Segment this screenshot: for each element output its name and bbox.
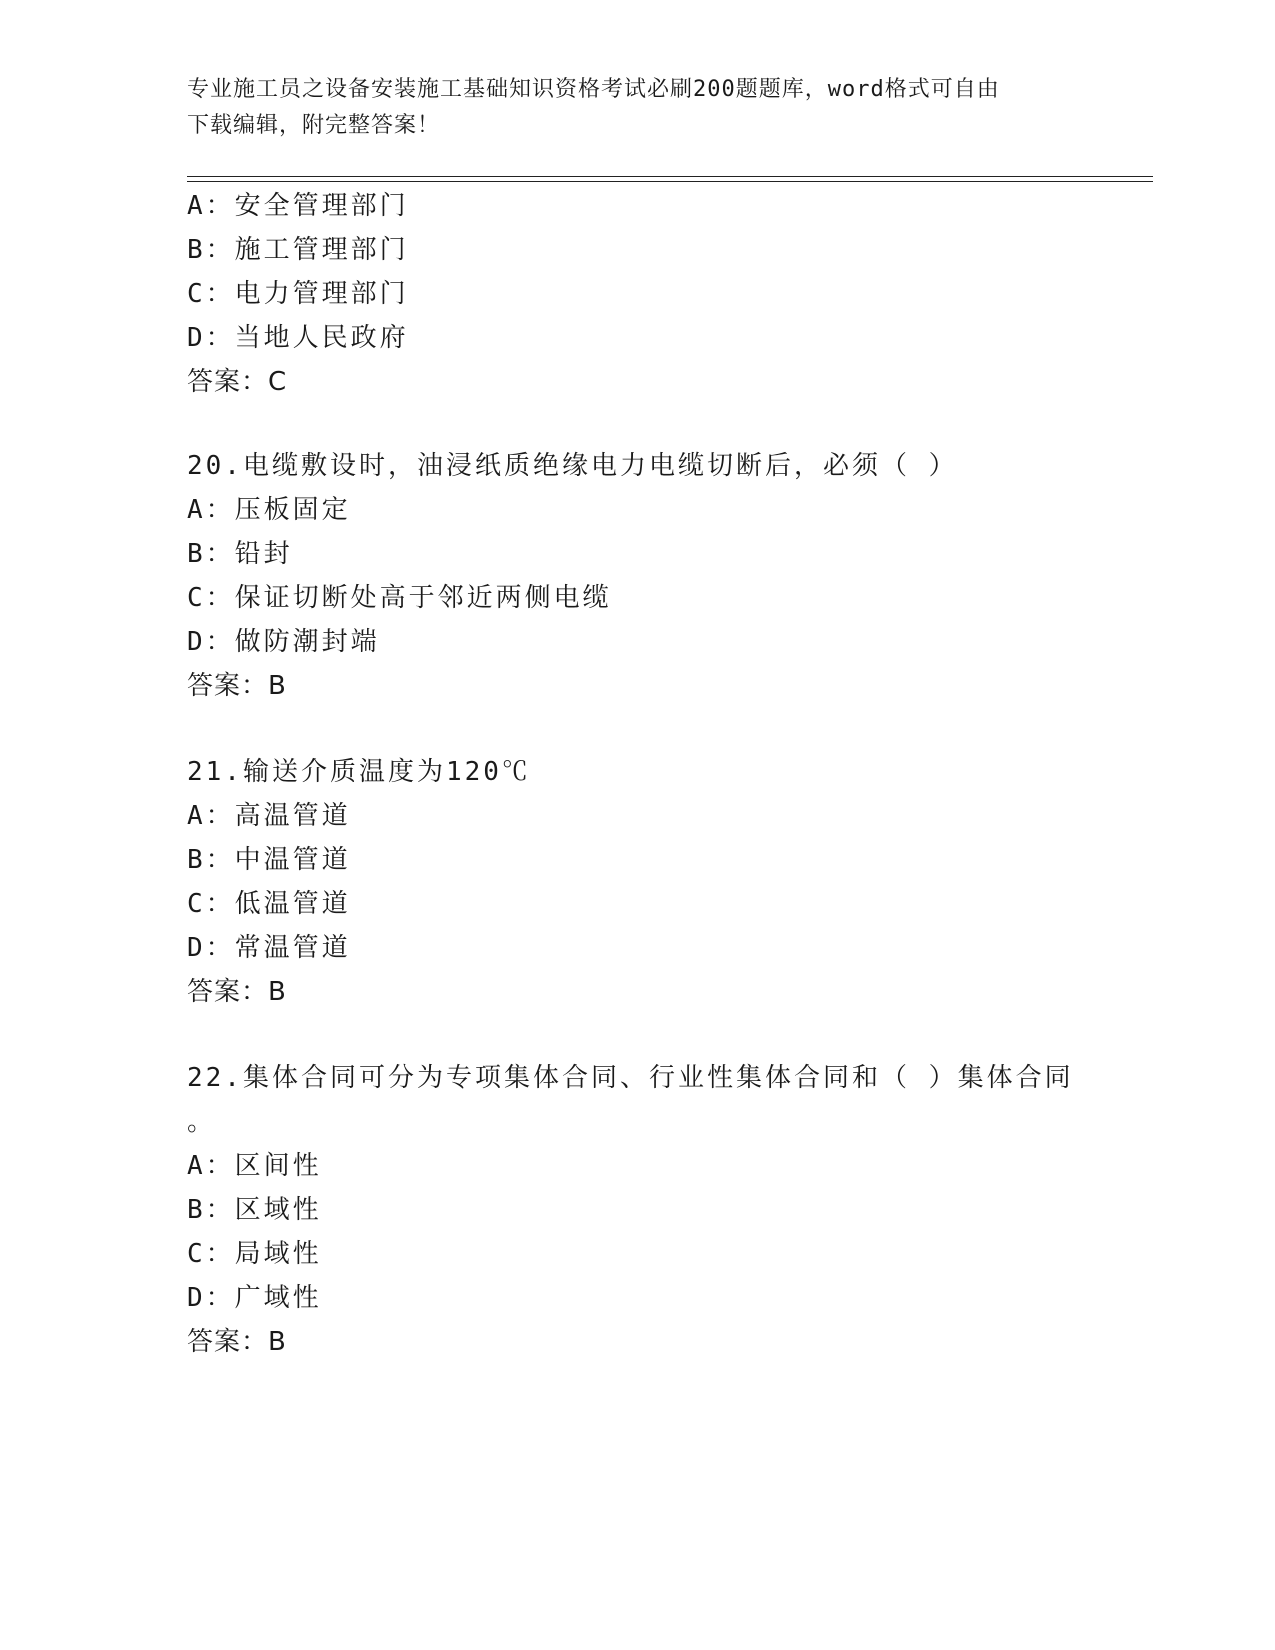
q19-option-d: D：当地人民政府 bbox=[187, 323, 409, 353]
q20-question: 20.电缆敷设时，油浸纸质绝缘电力电缆切断后，必须（ ） bbox=[187, 451, 958, 481]
q20-answer: 答案：B bbox=[187, 671, 287, 701]
q22-option-a: A：区间性 bbox=[187, 1151, 322, 1181]
q22-question-continuation: 。 bbox=[187, 1107, 217, 1137]
q21-option-d: D：常温管道 bbox=[187, 933, 351, 963]
q21-answer: 答案：B bbox=[187, 977, 287, 1007]
q19-answer: 答案：C bbox=[187, 367, 288, 397]
q21-question: 21.输送介质温度为120℃ bbox=[187, 757, 531, 787]
q19-option-a: A：安全管理部门 bbox=[187, 191, 409, 221]
q20-option-a: A：压板固定 bbox=[187, 495, 351, 525]
q19-option-c: C：电力管理部门 bbox=[187, 279, 409, 309]
q21-option-a: A：高温管道 bbox=[187, 801, 351, 831]
document-header bbox=[187, 72, 1067, 144]
q20-option-b: B：铅封 bbox=[187, 539, 293, 569]
header-line-1: 专业施工员之设备安装施工基础知识资格考试必刷200题题库，word格式可自由 bbox=[187, 77, 1000, 102]
q21-option-b: B：中温管道 bbox=[187, 845, 351, 875]
q21-option-c: C：低温管道 bbox=[187, 889, 351, 919]
q22-answer: 答案：B bbox=[187, 1327, 287, 1357]
q22-option-b: B：区域性 bbox=[187, 1195, 322, 1225]
q20-option-d: D：做防潮封端 bbox=[187, 627, 380, 657]
q20-option-c: C：保证切断处高于邻近两侧电缆 bbox=[187, 583, 612, 613]
header-line-2: 下载编辑，附完整答案！ bbox=[187, 113, 441, 138]
q22-option-c: C：局域性 bbox=[187, 1239, 322, 1269]
header-divider-bottom bbox=[187, 181, 1153, 182]
q22-question: 22.集体合同可分为专项集体合同、行业性集体合同和（ ）集体合同 bbox=[187, 1063, 1074, 1093]
q22-option-d: D：广域性 bbox=[187, 1283, 322, 1313]
q19-option-b: B：施工管理部门 bbox=[187, 235, 409, 265]
header-divider-top bbox=[187, 176, 1153, 177]
